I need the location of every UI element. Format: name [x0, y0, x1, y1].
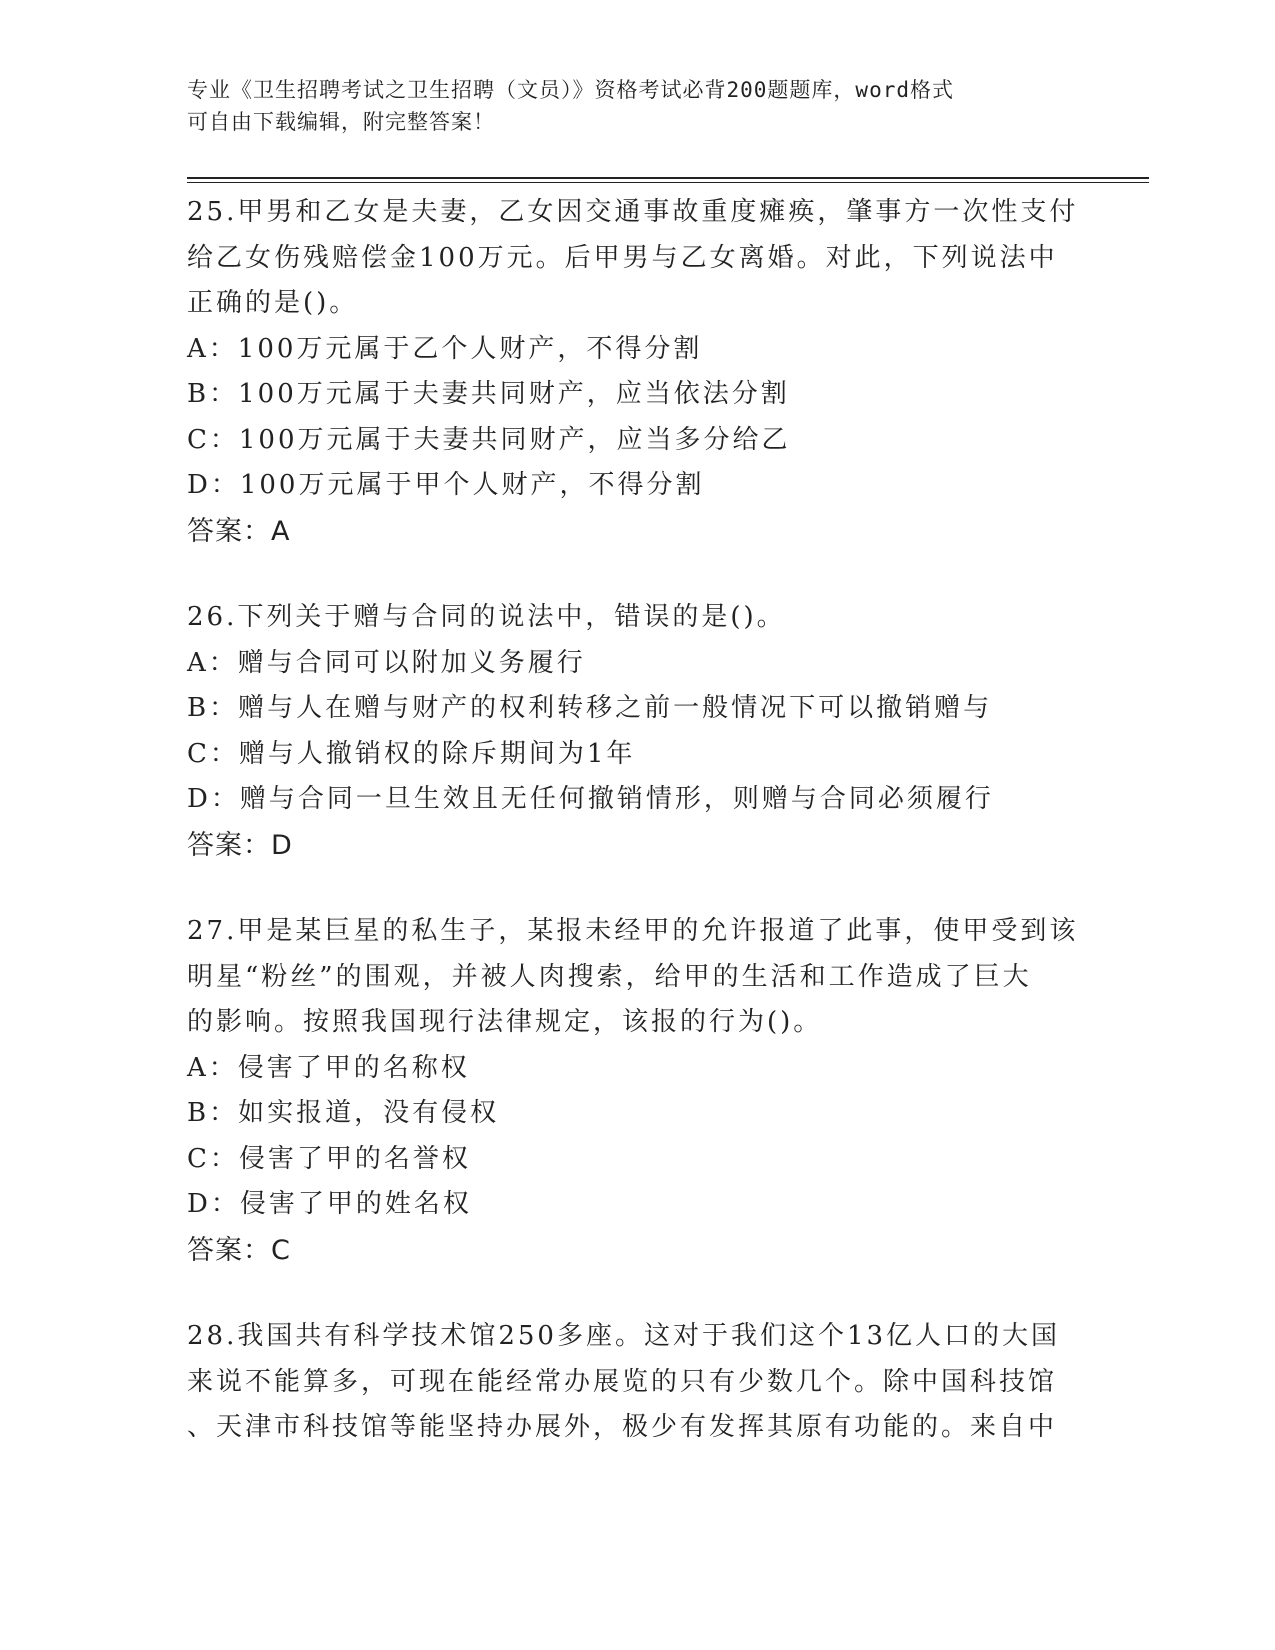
answer-line: 答案：A	[187, 515, 291, 547]
question-25	[187, 190, 1087, 554]
stem-line: 正确的是()。	[187, 288, 359, 318]
option-b: B：赠与人在赠与财产的权利转移之前一般情况下可以撤销赠与	[187, 693, 993, 723]
stem-line: 明星“粉丝”的围观，并被人肉搜索，给甲的生活和工作造成了巨大	[187, 961, 1032, 992]
question-stem	[187, 190, 1087, 327]
document-header	[187, 74, 1087, 138]
question-26	[187, 595, 1087, 868]
stem-line: 26.下列关于赠与合同的说法中，错误的是()。	[187, 602, 786, 632]
stem-line: 给乙女伤残赔偿金100万元。后甲男与乙女离婚。对此，下列说法中	[187, 242, 1058, 273]
answer-line: 答案：D	[187, 829, 293, 861]
header-line: 专业《卫生招聘考试之卫生招聘（文员）》资格考试必背200题题库，word格式	[187, 78, 954, 102]
option-a: A：侵害了甲的名称权	[187, 1052, 470, 1083]
header-divider-thin	[187, 182, 1149, 183]
stem-line: 来说不能算多，可现在能经常办展览的只有少数几个。除中国科技馆	[187, 1366, 1058, 1397]
question-stem	[187, 1314, 1087, 1451]
option-b: B：100万元属于夫妻共同财产，应当依法分割	[187, 379, 790, 409]
option-c: C：100万元属于夫妻共同财产，应当多分给乙	[187, 424, 791, 455]
option-b: B：如实报道，没有侵权	[187, 1098, 500, 1128]
stem-line: 的影响。按照我国现行法律规定，该报的行为()。	[187, 1007, 823, 1037]
option-a: A：100万元属于乙个人财产，不得分割	[187, 333, 703, 364]
option-c: C：侵害了甲的名誉权	[187, 1143, 471, 1174]
question-stem	[187, 909, 1087, 1046]
stem-line: 28.我国共有科学技术馆250多座。这对于我们这个13亿人口的大国	[187, 1321, 1061, 1351]
question-27	[187, 909, 1087, 1273]
option-d: D：侵害了甲的姓名权	[187, 1189, 472, 1219]
stem-line: 27.甲是某巨星的私生子，某报未经甲的允许报道了此事，使甲受到该	[187, 916, 1079, 946]
header-divider-thick	[187, 177, 1149, 179]
question-stem	[187, 595, 1087, 641]
option-d: D：赠与合同一旦生效且无任何撤销情形，则赠与合同必须履行	[187, 784, 994, 814]
stem-line: 25.甲男和乙女是夫妻，乙女因交通事故重度瘫痪，肇事方一次性支付	[187, 197, 1079, 227]
option-a: A：赠与合同可以附加义务履行	[187, 647, 586, 678]
question-list	[187, 190, 1087, 1492]
question-28	[187, 1314, 1087, 1451]
stem-line: 、天津市科技馆等能坚持办展外，极少有发挥其原有功能的。来自中	[187, 1412, 1058, 1442]
header-line: 可自由下载编辑，附完整答案！	[187, 110, 495, 134]
option-c: C：赠与人撤销权的除斥期间为1年	[187, 738, 636, 769]
option-d: D：100万元属于甲个人财产，不得分割	[187, 470, 705, 500]
answer-line: 答案：C	[187, 1234, 291, 1266]
